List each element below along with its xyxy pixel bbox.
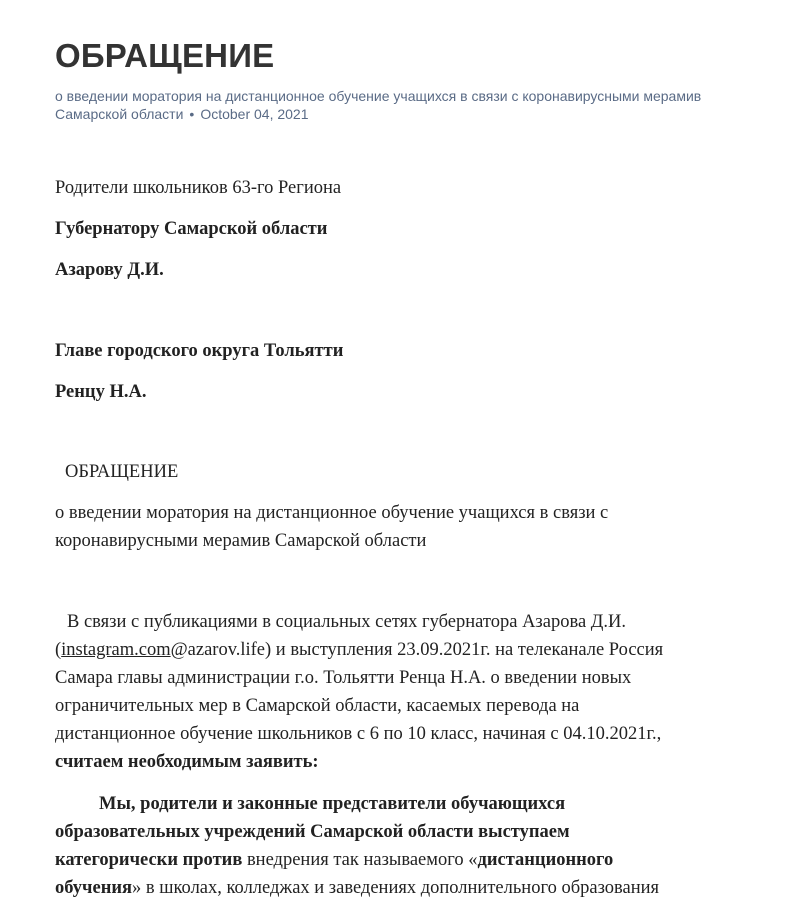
petition-subtitle bbox=[55, 87, 701, 105]
emphasis-text: дистанционного bbox=[477, 850, 614, 870]
governor-title: Губернатору Самарской области bbox=[55, 219, 328, 239]
paragraph-line-rest: внедрения так называемого « bbox=[242, 850, 478, 870]
document-subject-line: коронавирусными мерамив Самарской области bbox=[55, 531, 427, 551]
paragraph-line-emphasis: считаем необходимым заявить: bbox=[55, 752, 319, 772]
instagram-link[interactable]: instagram.com bbox=[61, 640, 171, 660]
paragraph-line bbox=[55, 876, 659, 900]
document-heading: ОБРАЩЕНИЕ bbox=[65, 462, 179, 482]
petition-meta bbox=[55, 105, 309, 123]
paragraph-line: дистанционное обучение школьников с 6 по 10 класс, начиная с 04.10.2021г., bbox=[55, 724, 662, 744]
subtitle-text: о введении моратория на дистанционное обучение учащихся в связи с коронавирусными мерамив bbox=[55, 88, 702, 104]
paragraph-line-emphasis: Мы, родители и законные представители обучающихся bbox=[99, 794, 566, 814]
city-head-name: Ренцу Н.А. bbox=[55, 382, 147, 402]
paragraph-line: В связи с публикациями в социальных сетях губернатора Азарова Д.И. bbox=[67, 612, 627, 632]
paragraph-line-rest: » в школах, колледжах и заведениях дополнительного образования bbox=[132, 878, 660, 898]
page-title: ОБРАЩЕНИЕ bbox=[55, 37, 275, 74]
publish-date: October 04, 2021 bbox=[200, 106, 309, 122]
paragraph-line-rest: @azarov.life) и выступления 23.09.2021г. на телеканале Россия bbox=[170, 640, 664, 660]
paragraph-line bbox=[55, 848, 613, 872]
meta-separator: • bbox=[189, 106, 195, 122]
sender-line: Родители школьников 63-го Региона bbox=[55, 178, 342, 198]
paragraph-line: Самара главы администрации г.о. Тольятти Ренца Н.А. о введении новых bbox=[55, 668, 632, 688]
paragraph-line: ограничительных мер в Самарской области, касаемых перевода на bbox=[55, 696, 580, 716]
subtitle-text-continued: Самарской области bbox=[55, 106, 184, 122]
city-head-title: Главе городского округа Тольятти bbox=[55, 341, 344, 361]
paragraph-line bbox=[55, 638, 663, 662]
document-subject-line: о введении моратория на дистанционное обучение учащихся в связи с bbox=[55, 503, 609, 523]
paragraph-line-emphasis: образовательных учреждений Самарской области выступаем bbox=[55, 822, 570, 842]
emphasis-text: обучения bbox=[55, 878, 133, 898]
paren-open: ( bbox=[55, 640, 62, 660]
governor-name: Азарову Д.И. bbox=[55, 260, 164, 280]
emphasis-text: категорически против bbox=[55, 850, 243, 870]
